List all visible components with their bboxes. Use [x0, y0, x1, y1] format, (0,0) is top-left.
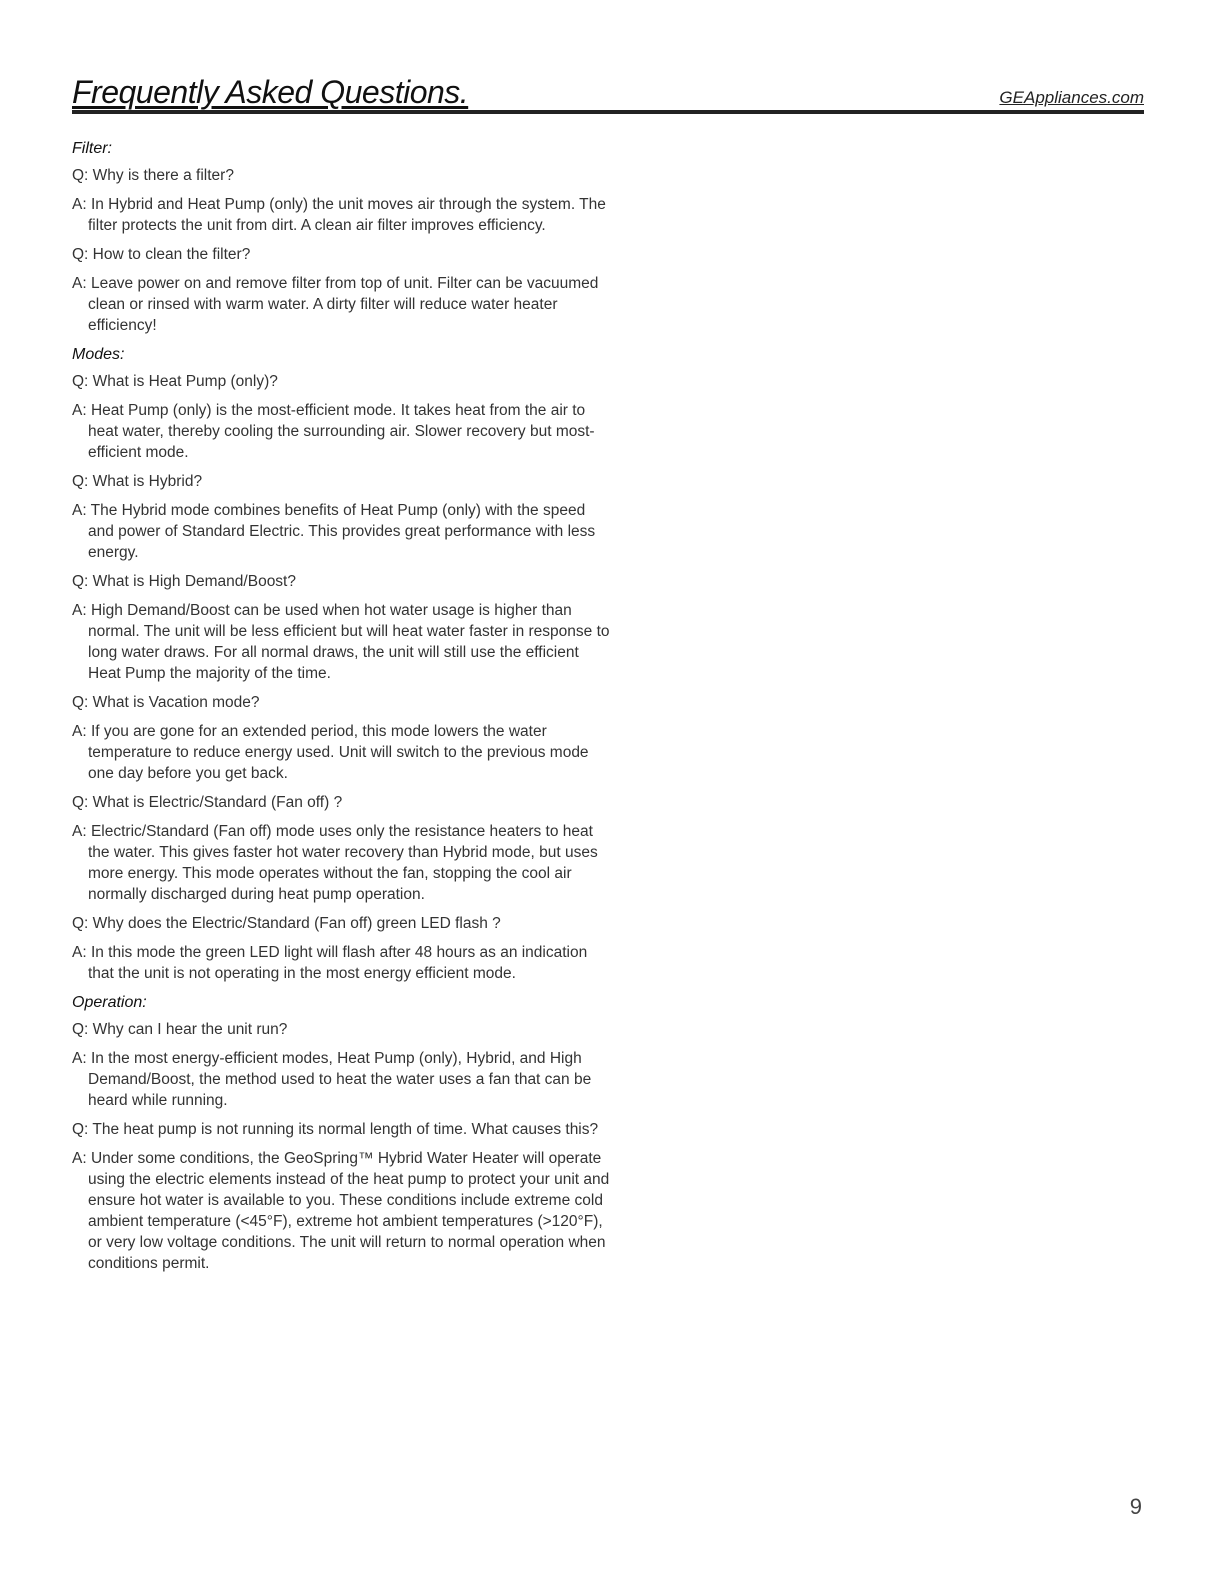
question: Q: Why does the Electric/Standard (Fan off) green LED flash ? — [72, 915, 501, 932]
answer: A: In this mode the green LED light will flash after 48 hours as an indication that the unit is not operating in the most energy efficient mode. — [72, 944, 588, 982]
question: Q: How to clean the filter? — [72, 246, 251, 263]
qa-item — [72, 571, 612, 684]
section-title: Filter: — [72, 140, 112, 157]
answer: A: If you are gone for an extended period, this mode lowers the water temperature to reduce energy used. Unit will switch to the previous mode one day before you get back. — [72, 723, 589, 782]
qa-item — [72, 792, 612, 905]
header-divider — [72, 110, 1144, 114]
answer: A: Heat Pump (only) is the most-efficient mode. It takes heat from the air to heat water, thereby cooling the surrounding air. Slower recovery but most-efficient mode. — [72, 402, 595, 461]
answer: A: In Hybrid and Heat Pump (only) the unit moves air through the system. The filter protects the unit from dirt. A clean air filter improves efficiency. — [72, 196, 606, 234]
answer: A: Under some conditions, the GeoSpring™ Hybrid Water Heater will operate using the electric elements instead of the heat pump to protect your unit and ensure hot water is available to you. These conditions include extreme cold ambient temperature (<45°F), extreme hot ambient temperatures (>120°F), or very low voltage conditions. The unit will return to normal operation when conditions permit. — [72, 1150, 610, 1272]
question: Q: What is Heat Pump (only)? — [72, 373, 278, 390]
section-filter — [72, 138, 612, 336]
faq-content — [72, 138, 612, 1282]
question: Q: What is Electric/Standard (Fan off) ? — [72, 794, 343, 811]
answer: A: Electric/Standard (Fan off) mode uses only the resistance heaters to heat the water. This gives faster hot water recovery than Hybrid mode, but uses more energy. This mode operates without the fan, stopping the cool air normally discharged during heat pump operation. — [72, 823, 598, 903]
qa-item — [72, 471, 612, 563]
question: Q: The heat pump is not running its normal length of time. What causes this? — [72, 1121, 599, 1138]
page-number: 9 — [1129, 1494, 1142, 1519]
question: Q: What is High Demand/Boost? — [72, 573, 296, 590]
question: Q: What is Hybrid? — [72, 473, 203, 490]
qa-item — [72, 371, 612, 463]
section-operation — [72, 992, 612, 1274]
qa-item — [72, 1119, 612, 1274]
question: Q: Why is there a filter? — [72, 167, 234, 184]
page-title: Frequently Asked Questions. — [72, 74, 469, 110]
website-url: GEAppliances.com — [999, 88, 1144, 107]
qa-item — [72, 913, 612, 984]
answer: A: Leave power on and remove filter from top of unit. Filter can be vacuumed clean or rinsed with warm water. A dirty filter will reduce water heater efficiency! — [72, 275, 599, 334]
qa-item — [72, 692, 612, 784]
qa-item — [72, 165, 612, 236]
section-modes — [72, 344, 612, 984]
answer: A: High Demand/Boost can be used when hot water usage is higher than normal. The unit will be less efficient but will heat water faster in response to long water draws. For all normal draws, the unit will still use the efficient Heat Pump the majority of the time. — [72, 602, 610, 682]
answer: A: The Hybrid mode combines benefits of Heat Pump (only) with the speed and power of Standard Electric. This provides great performance with less energy. — [72, 502, 596, 561]
section-title: Operation: — [72, 994, 147, 1011]
page-header — [72, 74, 1144, 114]
question: Q: Why can I hear the unit run? — [72, 1021, 288, 1038]
answer: A: In the most energy-efficient modes, Heat Pump (only), Hybrid, and High Demand/Boost, the method used to heat the water uses a fan that can be heard while running. — [72, 1050, 592, 1109]
section-title: Modes: — [72, 346, 125, 363]
qa-item — [72, 244, 612, 336]
qa-item — [72, 1019, 612, 1111]
question: Q: What is Vacation mode? — [72, 694, 260, 711]
